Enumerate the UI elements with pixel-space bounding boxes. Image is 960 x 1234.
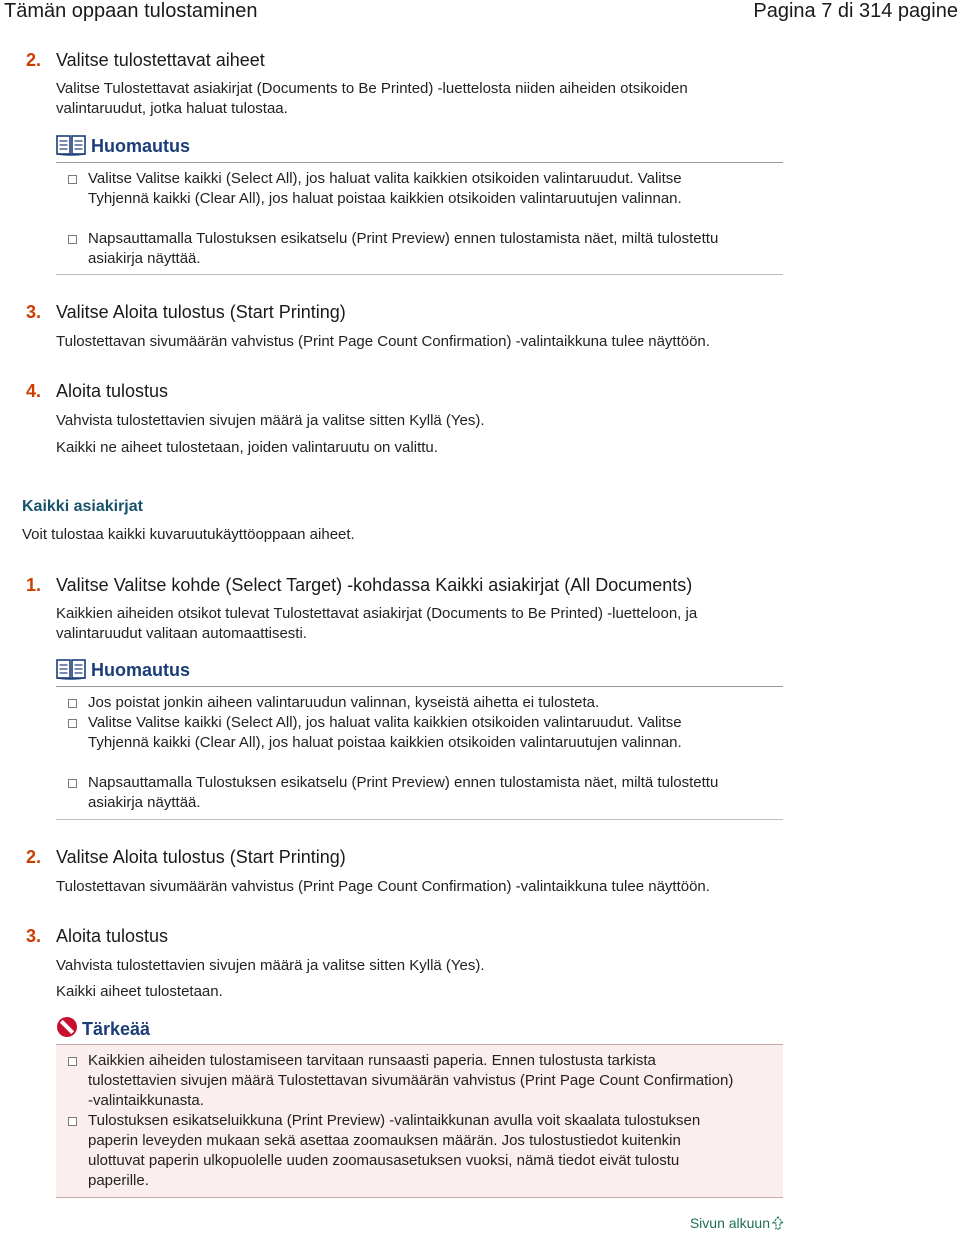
bullet-icon: [68, 699, 77, 708]
note-item: Valitse Valitse kaikki (Select All), jos haluat valita kaikkien otsikoiden valintaruudut. Valitse Tyhjennä kaikki (Clear All), jos haluat poistaa kaikkien otsikoiden valintaruutujen valinnan.: [88, 714, 682, 751]
back-to-top-label: Sivun alkuun: [689, 1215, 770, 1231]
bullet-icon: [68, 1117, 77, 1126]
back-to-top-link[interactable]: [690, 1215, 784, 1231]
step-title: Valitse tulostettavat aiheet: [56, 50, 265, 70]
bullet-icon: [68, 779, 77, 788]
book-icon: [56, 658, 86, 680]
step-paragraph: Kaikki ne aiheet tulostetaan, joiden valintaruutu on valittu.: [56, 439, 438, 456]
step-paragraph: Vahvista tulostettavien sivujen määrä ja valitse sitten Kyllä (Yes).: [56, 957, 485, 974]
step-number: 3.: [26, 926, 42, 946]
step-number: 4.: [26, 381, 42, 401]
note-box: [56, 134, 783, 275]
step-2-start-printing: [26, 845, 786, 869]
document-title: Tämän oppaan tulostaminen: [4, 0, 258, 22]
bullet-icon: [68, 175, 77, 184]
step-3-start-printing: [26, 300, 786, 324]
page-header: [0, 0, 960, 26]
step-2-select-topics: [26, 48, 786, 72]
book-icon: [56, 134, 86, 156]
note-item: Napsauttamalla Tulostuksen esikatselu (Print Preview) ennen tulostamista näet, miltä tulostettu asiakirja näyttää.: [88, 230, 719, 267]
important-box: [56, 1016, 783, 1198]
note-divider: [56, 274, 783, 275]
step-4-begin-printing: [26, 379, 786, 403]
section-heading: Kaikki asiakirjat: [22, 498, 143, 515]
note-box: [56, 658, 783, 820]
page-indicator: Pagina 7 di 314 pagine: [753, 0, 958, 22]
step-paragraph: Vahvista tulostettavien sivujen määrä ja valitse sitten Kyllä (Yes).: [56, 412, 485, 429]
step-number: 3.: [26, 302, 42, 322]
note-item: Valitse Valitse kaikki (Select All), jos haluat valita kaikkien otsikoiden valintaruudut. Valitse Tyhjennä kaikki (Clear All), jos haluat poistaa kaikkien otsikoiden valintaruutujen valinnan.: [88, 170, 682, 207]
bullet-icon: [68, 235, 77, 244]
note-title: Huomautus: [91, 136, 190, 156]
bullet-icon: [68, 719, 77, 728]
section-text: Voit tulostaa kaikki kuvaruutukäyttöoppaan aiheet.: [22, 526, 355, 543]
step-paragraph: Tulostettavan sivumäärän vahvistus (Print Page Count Confirmation) -valintaikkuna tulee näyttöön.: [56, 333, 710, 350]
step-title: Valitse Valitse kohde (Select Target) -kohdassa Kaikki asiakirjat (All Documents): [56, 575, 693, 595]
step-paragraph: Kaikki aiheet tulostetaan.: [56, 983, 223, 1000]
step-title: Aloita tulostus: [56, 926, 169, 946]
note-title: Huomautus: [91, 660, 190, 680]
note-divider: [56, 819, 783, 820]
important-item: Kaikkien aiheiden tulostamiseen tarvitaan runsaasti paperia. Ennen tulostusta tarkista tulostettavien sivujen määrä Tulostettavan sivumäärän vahvistus (Print Page Count Confirmation) -valintaikkunasta.: [88, 1052, 734, 1109]
important-title: Tärkeää: [82, 1019, 151, 1039]
step-number: 2.: [26, 50, 42, 70]
step-title: Aloita tulostus: [56, 381, 169, 401]
step-number: 2.: [26, 847, 42, 867]
step-paragraph: Tulostettavan sivumäärän vahvistus (Print Page Count Confirmation) -valintaikkuna tulee näyttöön.: [56, 878, 710, 895]
step-title: Valitse Aloita tulostus (Start Printing): [56, 847, 346, 867]
step-paragraph: Valitse Tulostettavat asiakirjat (Documents to Be Printed) -luettelosta niiden aiheiden otsikoiden valintaruudut, jotka haluat tulostaa.: [56, 80, 688, 117]
important-item: Tulostuksen esikatseluikkuna (Print Preview) -valintaikkunan avulla voit skaalata tulostuksen paperin leveyden mukaan sekä asettaa zoomauksen määrän. Jos tulostustiedot kuitenkin ulottuvat paperin ulkopuolelle uuden zoomausasetuksen vuoksi, nämä tiedot eivät tulostu paperille.: [88, 1112, 701, 1189]
step-paragraph: Kaikkien aiheiden otsikot tulevat Tulostettavat asiakirjat (Documents to Be Printed) -luetteloon, ja valintaruudut valitaan automaattisesti.: [56, 605, 698, 642]
step-number: 1.: [26, 575, 42, 595]
step-title: Valitse Aloita tulostus (Start Printing): [56, 302, 346, 322]
arrow-up-icon: [772, 1216, 784, 1230]
step-3-begin-printing: [26, 924, 786, 948]
note-item: Napsauttamalla Tulostuksen esikatselu (Print Preview) ennen tulostamista näet, miltä tulostettu asiakirja näyttää.: [88, 774, 719, 811]
bullet-icon: [68, 1057, 77, 1066]
step-1-select-target: [26, 573, 786, 597]
prohibited-icon: [56, 1016, 78, 1038]
note-item: Jos poistat jonkin aiheen valintaruudun valinnan, kyseistä aihetta ei tulosteta.: [88, 694, 600, 711]
